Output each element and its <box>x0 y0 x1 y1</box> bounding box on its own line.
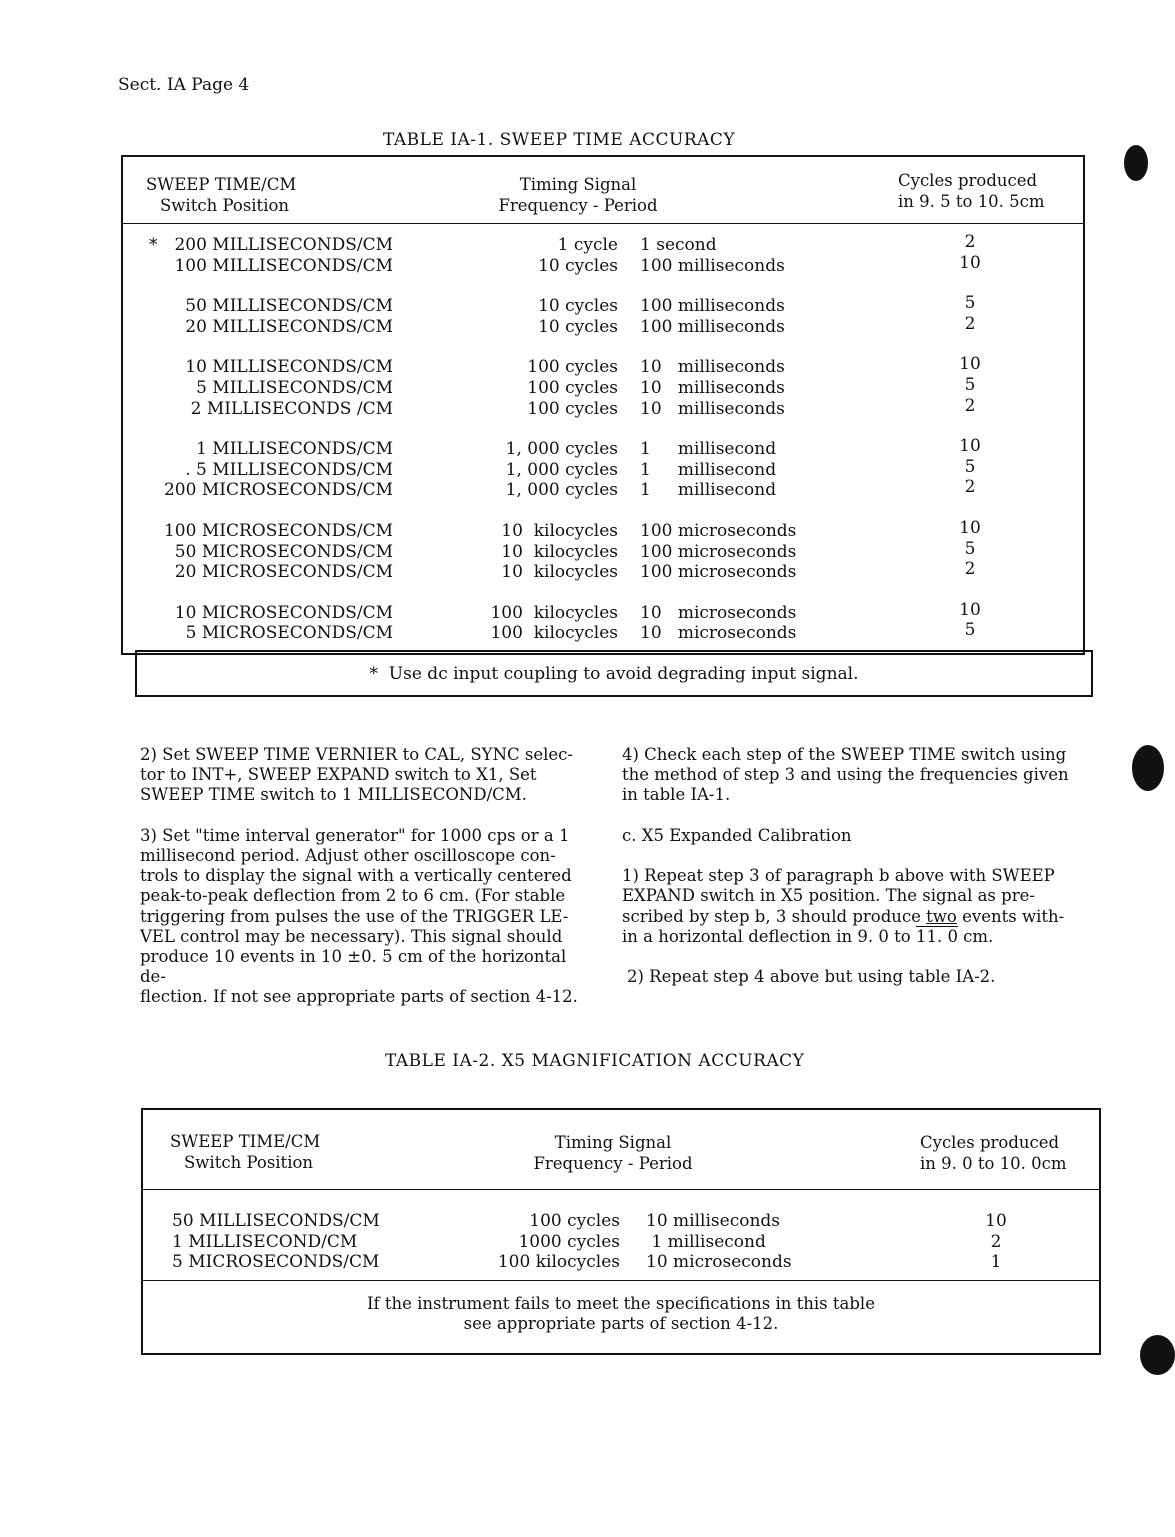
table1-header-timing: Timing Signal Frequency - Period <box>498 175 658 215</box>
switch-position: 20 MICROSECONDS/CM <box>174 562 393 583</box>
switch-position: 200 MICROSECONDS/CM <box>163 480 393 501</box>
table1-caption: TABLE IA-1. SWEEP TIME ACCURACY <box>383 130 736 150</box>
period: 10 milliseconds <box>640 398 785 419</box>
frequency: 1, 000 cycles <box>505 439 618 460</box>
switch-position: 20 MILLISECONDS/CM <box>185 316 393 337</box>
period: 100 milliseconds <box>640 255 785 276</box>
switch-position: 2 MILLISECONDS /CM <box>190 398 393 419</box>
period: 10 microseconds <box>646 1252 792 1272</box>
table2-header-switch: SWEEP TIME/CM Switch Position <box>170 1132 321 1172</box>
frequency: 100 cycles <box>529 1211 620 1231</box>
switch-position: 1 MILLISECOND/CM <box>172 1231 358 1252</box>
cycles: 1 <box>990 1252 1002 1272</box>
switch-position: 100 MICROSECONDS/CM <box>163 521 393 541</box>
table2-footnote: If the instrument fails to meet the specifications in this table see appropriate parts of section 4-12. <box>367 1294 875 1333</box>
frequency: 100 kilocycles <box>497 1252 620 1272</box>
cycles: 10 <box>959 436 981 457</box>
cycles: 2 <box>964 559 976 580</box>
table2-header-cycles: Cycles produced in 9. 0 to 10. 0cm <box>920 1133 1067 1173</box>
switch-position: 1 MILLISECONDS/CM <box>196 439 393 460</box>
switch-position: 10 MILLISECONDS/CM <box>185 357 393 378</box>
frequency: 10 kilocycles <box>501 562 618 583</box>
table2-header-timing: Timing Signal Frequency - Period <box>533 1133 693 1173</box>
table1-header-switch: SWEEP TIME/CM Switch Position <box>146 175 297 215</box>
table1-header-divider <box>121 223 1085 224</box>
frequency: 1000 cycles <box>518 1231 620 1252</box>
period: 100 microseconds <box>640 541 797 562</box>
frequency: 10 kilocycles <box>501 521 618 541</box>
period: 1 millisecond <box>646 1231 766 1252</box>
frequency: 10 kilocycles <box>501 541 618 562</box>
switch-position: 50 MILLISECONDS/CM <box>172 1211 380 1231</box>
period: 1 millisecond <box>640 439 777 460</box>
frequency: 1, 000 cycles <box>505 480 618 501</box>
cycles: 5 <box>964 620 976 641</box>
switch-position: . 5 MILLISECONDS/CM <box>185 459 393 480</box>
frequency: 100 cycles <box>527 398 618 419</box>
period: 10 microseconds <box>640 602 797 623</box>
punch-hole-bottom <box>1140 1335 1175 1375</box>
table2-footnote-divider <box>141 1280 1101 1281</box>
x5-step-2-paragraph: 2) Repeat step 4 above but using table IA-2. <box>627 967 996 987</box>
frequency: 100 kilocycles <box>490 602 618 623</box>
cycles: 10 <box>959 354 981 375</box>
table1-header-cycles: Cycles produced in 9. 5 to 10. 5cm <box>898 171 1045 211</box>
switch-position: 50 MILLISECONDS/CM <box>185 296 393 317</box>
cycles: 10 <box>985 1211 1007 1231</box>
footnote-asterisk: * <box>149 235 158 255</box>
period: 1 second <box>640 235 717 255</box>
period: 1 millisecond <box>640 480 777 501</box>
cycles: 2 <box>964 232 976 252</box>
frequency: 100 cycles <box>527 378 618 398</box>
x5-step-1-paragraph: 1) Repeat step 3 of paragraph b above with SWEEP EXPAND switch in X5 position. The signal as pre- scribed by step b, 3 should produce two events with- in a horizontal deflection in 9. 0 to 11. 0 cm. <box>622 866 1065 946</box>
step-3-paragraph: 3) Set "time interval generator" for 1000 cps or a 1 millisecond period. Adjust other oscilloscope con- trols to display the signal with a vertically centered peak-to-peak deflection from 2 to 6 cm. (For stable triggering from pulses the use of the TRIGGER LE- VEL control may be necessary). This signal should produce 10 events in 10 ±0. 5 cm of the horizontal de- flection. If not see appropriate parts of section 4-12. <box>140 825 578 1007</box>
frequency: 1 cycle <box>557 235 618 255</box>
period: 10 milliseconds <box>640 378 785 398</box>
switch-position: 10 MICROSECONDS/CM <box>174 602 393 623</box>
period: 10 milliseconds <box>646 1211 780 1231</box>
cycles: 2 <box>990 1231 1002 1252</box>
period: 1 millisecond <box>640 459 777 480</box>
period: 100 milliseconds <box>640 316 785 337</box>
period: 100 milliseconds <box>640 296 785 317</box>
switch-position: 5 MICROSECONDS/CM <box>172 1252 380 1272</box>
cycles: 10 <box>959 252 981 273</box>
cycles: 5 <box>964 375 976 395</box>
table2-header-divider <box>141 1189 1101 1190</box>
table2-caption: TABLE IA-2. X5 MAGNIFICATION ACCURACY <box>385 1051 805 1071</box>
cycles: 5 <box>964 293 976 314</box>
step-4-paragraph: 4) Check each step of the SWEEP TIME switch using the method of step 3 and using the frequencies given in table IA-1. <box>622 745 1069 805</box>
frequency: 10 cycles <box>538 296 618 317</box>
period: 10 microseconds <box>640 623 797 644</box>
cycles: 5 <box>964 538 976 559</box>
period: 10 milliseconds <box>640 357 785 378</box>
step-2-paragraph: 2) Set SWEEP TIME VERNIER to CAL, SYNC selec- tor to INT+, SWEEP EXPAND switch to X1, Set SWEEP TIME switch to 1 MILLISECOND/CM. <box>140 745 573 805</box>
punch-hole-top <box>1124 145 1148 181</box>
cycles: 10 <box>959 599 981 620</box>
period: 100 microseconds <box>640 521 797 541</box>
section-c-heading: c. X5 Expanded Calibration <box>622 825 852 845</box>
frequency: 100 cycles <box>527 357 618 378</box>
cycles: 5 <box>964 456 976 477</box>
left-column <box>140 745 595 1028</box>
frequency: 10 cycles <box>538 255 618 276</box>
frequency: 10 cycles <box>538 316 618 337</box>
switch-position: 50 MICROSECONDS/CM <box>174 541 393 562</box>
cycles: 2 <box>964 395 976 416</box>
switch-position: 200 MILLISECONDS/CM <box>174 235 393 255</box>
cycles: 2 <box>964 313 976 334</box>
right-column <box>622 745 1102 1008</box>
period: 100 microseconds <box>640 562 797 583</box>
frequency: 100 kilocycles <box>490 623 618 644</box>
switch-position: 5 MILLISECONDS/CM <box>196 378 393 398</box>
punch-hole-middle <box>1132 745 1164 791</box>
page-header: Sect. IA Page 4 <box>118 75 250 95</box>
switch-position: 100 MILLISECONDS/CM <box>174 255 393 276</box>
switch-position: 5 MICROSECONDS/CM <box>185 623 393 644</box>
table1-footnote: * Use dc input coupling to avoid degrading input signal. <box>369 664 859 684</box>
cycles: 2 <box>964 477 976 498</box>
frequency: 1, 000 cycles <box>505 459 618 480</box>
cycles: 10 <box>959 518 981 538</box>
